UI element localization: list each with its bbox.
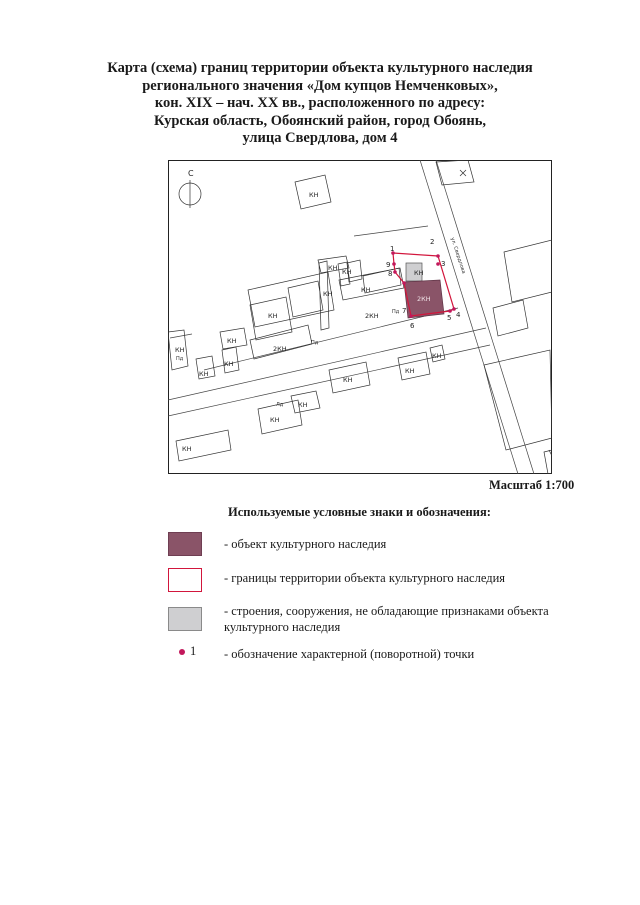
title-line: Карта (схема) границ территории объекта культурного наследия <box>107 60 533 76</box>
building-label: КН <box>328 264 338 272</box>
small-label: Пд <box>311 340 319 346</box>
building-label: КН <box>175 346 185 354</box>
map-scale: Масштаб 1:700 <box>489 478 575 492</box>
point-label: 6 <box>410 322 415 330</box>
building-label: КН <box>199 370 209 378</box>
point-label: 4 <box>456 311 461 319</box>
legend-title: Используемые условные знаки и обозначения: <box>228 505 491 519</box>
small-label: Пд <box>392 309 400 315</box>
legend-point-label: 1 <box>190 644 197 658</box>
building-label: 2КН <box>365 312 379 320</box>
legend-item-boundary: - границы территории объекта культурного наследия <box>224 571 506 585</box>
title-line: регионального значения «Дом купцов Немченковых», <box>142 77 498 94</box>
building-label: КН <box>309 191 319 199</box>
legend-point-icon <box>179 649 185 655</box>
point-label: 9 <box>386 261 391 269</box>
building-label: КН <box>298 401 308 409</box>
heritage-label: 2КН <box>417 295 431 303</box>
building-label: КН <box>227 337 237 345</box>
legend-item-heritage: - объект культурного наследия <box>224 537 387 551</box>
building-label: КН <box>270 416 280 424</box>
point-label: 7 <box>402 307 407 315</box>
x-markers <box>460 170 552 456</box>
map-title <box>40 60 600 148</box>
point-label: 2 <box>430 238 435 246</box>
building-label: КН <box>405 367 415 375</box>
north-arrow-icon <box>179 169 201 208</box>
building-label: КН <box>414 269 424 277</box>
title-line: улица Свердлова, дом 4 <box>242 130 398 146</box>
small-label: Пд <box>176 356 184 362</box>
building-label: 2КН <box>273 345 287 353</box>
street-label: ул. Свердлова <box>449 236 467 275</box>
point-label: 5 <box>447 314 452 322</box>
cadastral-map <box>168 160 552 474</box>
title-line: кон. XIX – нач. XX вв., расположенного по адресу: <box>154 95 486 111</box>
small-label: Лд <box>276 402 284 408</box>
legend-item-building: - строения, сооружения, не обладающие признаками объекта культурного наследия <box>224 604 549 634</box>
building-label: КН <box>361 286 371 294</box>
legend-item-point: - обозначение характерной (поворотной) точки <box>224 647 475 661</box>
legend-swatch-boundary <box>168 568 202 592</box>
buildings <box>168 160 552 474</box>
roads <box>168 160 534 474</box>
building-label: КН <box>224 360 234 368</box>
building-label: КН <box>182 445 192 453</box>
small-labels <box>176 309 400 408</box>
building-label: КН <box>342 268 352 276</box>
building-label: КН <box>268 312 278 320</box>
legend-swatch-building <box>168 607 202 631</box>
building-label: КН <box>323 290 333 298</box>
building-label: КН <box>432 352 442 360</box>
map-frame <box>169 161 552 474</box>
point-label: 8 <box>388 270 393 278</box>
point-label: 1 <box>390 245 395 253</box>
building-label: КН <box>343 376 353 384</box>
legend-swatch-heritage <box>168 532 202 556</box>
title-line: Курская область, Обоянский район, город Обоянь, <box>153 112 487 129</box>
north-label: С <box>188 169 194 178</box>
point-label: 3 <box>441 260 446 268</box>
